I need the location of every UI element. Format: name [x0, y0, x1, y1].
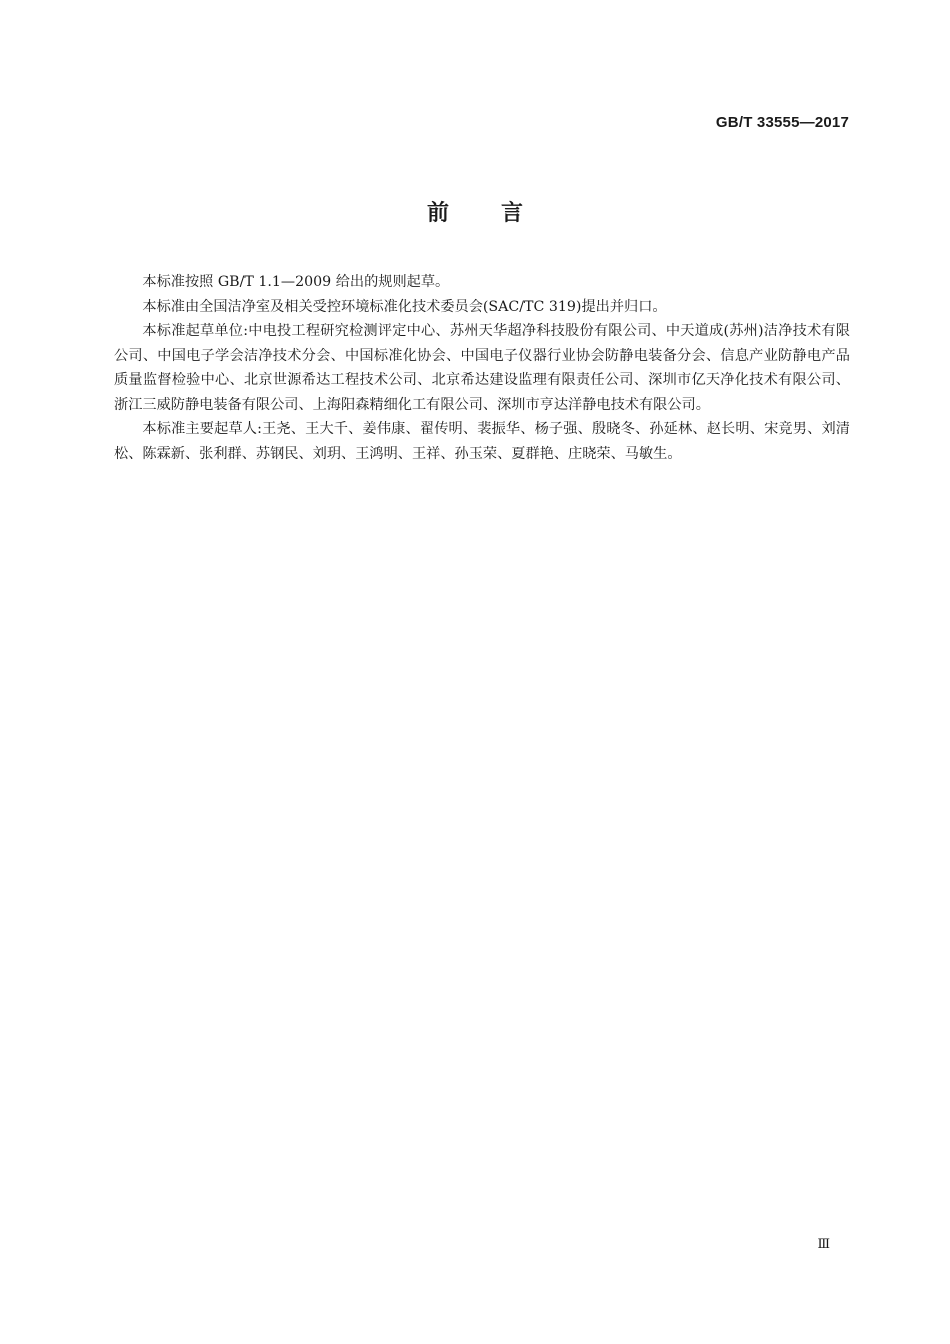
standard-code: GB/T 33555—2017 [715, 114, 849, 131]
paragraph-drafting-units: 本标准起草单位:中电投工程研究检测评定中心、苏州天华超净科技股份有限公司、中天道成(苏州)洁净技术有限公司、中国电子学会洁净技术分会、中国标准化协会、中国电子仪器行业协会防静电装备分会、信息产业防静电产品质量监督检验中心、北京世源希达工程技术公司、北京希达建设监理有限责任公司、深圳市亿天净化技术有限公司、浙江三威防静电装备有限公司、上海阳森精细化工有限公司、深圳市亨达洋静电技术有限公司。 [114, 323, 850, 413]
page-number: Ⅲ [817, 1236, 830, 1251]
page-title [0, 196, 950, 227]
paragraph-drafting-rules: 本标准按照 GB/T 1.1—2009 给出的规则起草。 [142, 274, 450, 290]
paragraph-drafters: 本标准主要起草人:王尧、王大千、姜伟康、翟传明、裴振华、杨子强、殷晓冬、孙延林、赵长明、宋竞男、刘清松、陈霖新、张利群、苏钢民、刘玥、王鸿明、王祥、孙玉荣、夏群艳、庄晓荣、马敏生。 [114, 421, 850, 462]
paragraph-proposer: 本标准由全国洁净室及相关受控环境标准化技术委员会(SAC/TC 319)提出并归口。 [142, 298, 667, 315]
title-char-1: 前 [426, 201, 449, 226]
foreword-body [114, 270, 850, 466]
title-char-2: 言 [501, 201, 524, 226]
